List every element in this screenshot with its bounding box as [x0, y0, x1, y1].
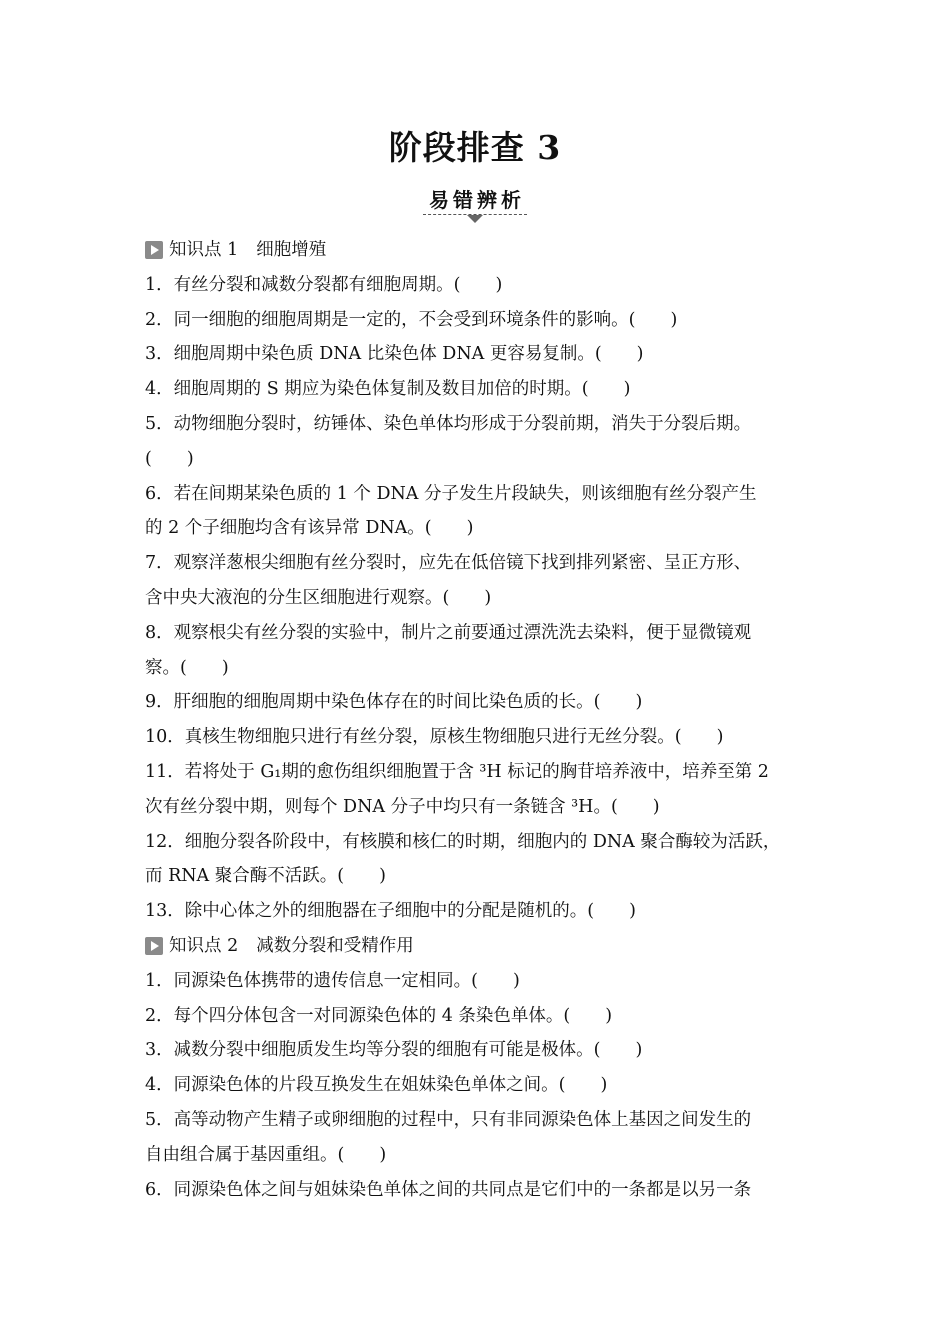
question-line: 次有丝分裂中期，则每个 DNA 分子中均只有一条链含 ³H。( ): [145, 796, 660, 817]
question-list: [145, 233, 820, 1207]
page-title: 阶段排查 3: [388, 128, 562, 167]
question-line: 5．高等动物产生精子或卵细胞的过程中，只有非同源染色体上基因之间发生的: [145, 1109, 752, 1130]
question-line: 含中央大液泡的分生区细胞进行观察。( ): [145, 587, 492, 608]
play-icon: [145, 937, 163, 955]
question-line: 3．减数分裂中细胞质发生均等分裂的细胞有可能是极体。( ): [145, 1040, 643, 1061]
section-name: 细胞增殖: [256, 240, 327, 260]
question-line: 4．同源染色体的片段互换发生在姐妹染色单体之间。( ): [145, 1075, 608, 1096]
question-line: 3．细胞周期中染色质 DNA 比染色体 DNA 更容易复制。( ): [145, 344, 644, 365]
question-line: 4．细胞周期的 S 期应为染色体复制及数目加倍的时期。( ): [145, 379, 631, 400]
subtitle-wrapper: [0, 186, 950, 215]
question-line: 的 2 个子细胞均含有该异常 DNA。( ): [145, 518, 474, 539]
question-line: 9．肝细胞的细胞周期中染色体存在的时间比染色质的长。( ): [145, 692, 643, 713]
question-line: 而 RNA 聚合酶不活跃。( ): [145, 866, 386, 887]
question-line: 6．同源染色体之间与姐妹染色单体之间的共同点是它们中的一条都是以另一条: [145, 1179, 752, 1200]
subtitle-text: 易错辨析: [429, 188, 525, 212]
question-line: 12．细胞分裂各阶段中，有核膜和核仁的时期，细胞内的 DNA 聚合酶较为活跃，: [145, 831, 781, 852]
question-line: 7．观察洋葱根尖细胞有丝分裂时，应先在低倍镜下找到排列紧密、呈正方形、: [145, 553, 752, 574]
question-line: 2．每个四分体包含一对同源染色体的 4 条染色单体。( ): [145, 1005, 613, 1026]
question-line: ( ): [145, 448, 194, 469]
question-line: 13．除中心体之外的细胞器在子细胞中的分配是随机的。( ): [145, 901, 636, 922]
question-line: 10．真核生物细胞只进行有丝分裂，原核生物细胞只进行无丝分裂。( ): [145, 727, 724, 748]
question-line: 8．观察根尖有丝分裂的实验中，制片之前要通过漂洗洗去染料，便于显微镜观: [145, 622, 752, 643]
play-icon: [145, 241, 163, 259]
question-line: 察。( ): [145, 657, 229, 678]
section-subtitle: [423, 186, 527, 215]
section-name: 减数分裂和受精作用: [256, 935, 414, 956]
question-line: 自由组合属于基因重组。( ): [145, 1144, 387, 1165]
question-line: 2．同一细胞的细胞周期是一定的，不会受到环境条件的影响。( ): [145, 309, 678, 330]
question-line: 1．有丝分裂和减数分裂都有细胞周期。( ): [145, 274, 503, 295]
question-line: 1．同源染色体携带的遗传信息一定相同。( ): [145, 970, 520, 991]
question-line: 11．若将处于 G₁期的愈伤组织细胞置于含 ³H 标记的胸苷培养液中，培养至第 2: [145, 761, 769, 782]
section-label: 知识点 2: [169, 935, 239, 956]
question-line: 6．若在间期某染色质的 1 个 DNA 分子发生片段缺失，则该细胞有丝分裂产生: [145, 483, 757, 504]
section-label: 知识点 1: [169, 240, 239, 260]
question-line: 5．动物细胞分裂时，纺锤体、染色单体均形成于分裂前期，消失于分裂后期。: [145, 413, 752, 434]
section-heading-2: [145, 929, 820, 964]
subtitle-arrow-icon: [467, 215, 483, 223]
section-heading-1: [145, 233, 820, 268]
